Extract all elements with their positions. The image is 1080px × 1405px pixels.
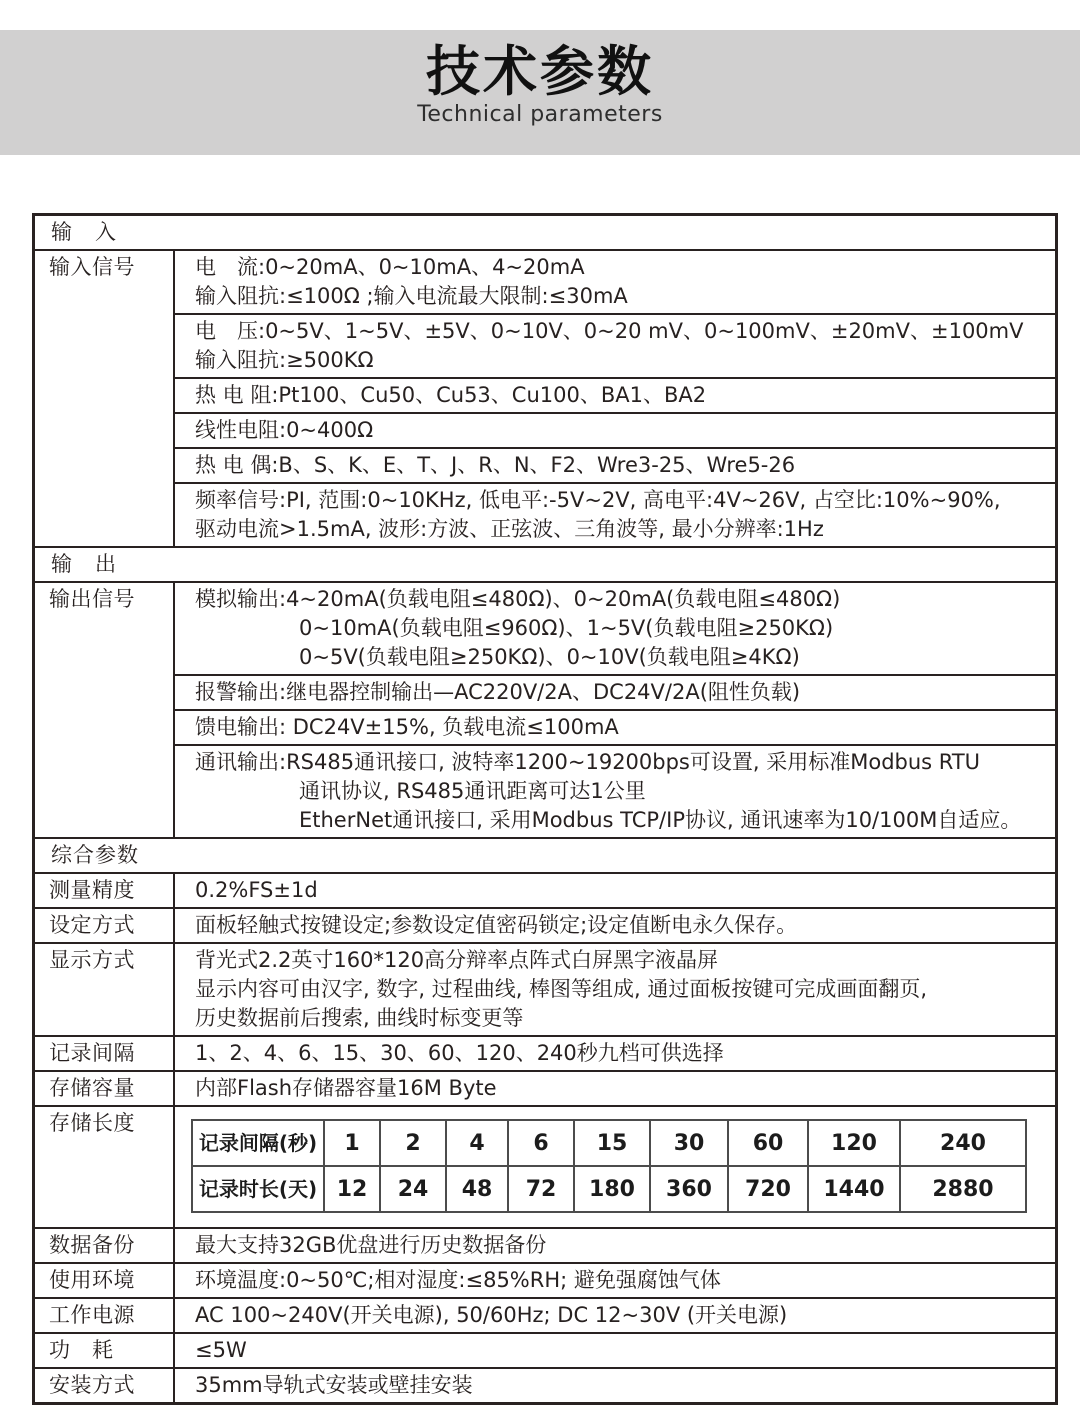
row-label-output-signal: 输出信号: [35, 583, 175, 837]
output-signal-content: [175, 583, 1055, 837]
row-record-interval: [35, 1035, 1055, 1070]
subrow-voltage: [175, 313, 1055, 377]
linear-resistance-line: 线性电阻:0~400Ω: [195, 418, 374, 442]
power-consumption-value: ≤5W: [195, 1338, 247, 1362]
page-title: 技术参数: [426, 40, 654, 103]
storage-interval-row: [192, 1120, 1026, 1166]
subrow-alarm-output: [175, 674, 1055, 709]
storage-length-label: 存储长度: [35, 1107, 175, 1227]
storage-cell: 2: [380, 1120, 446, 1166]
alarm-output-line: 报警输出:继电器控制输出—AC220V/2A、DC24V/2A(阻性负载): [195, 680, 801, 704]
analog-output-line-2: 0~10mA(负载电阻≤960Ω)、1~5V(负载电阻≥250KΩ): [299, 616, 834, 640]
subrow-analog-output: [175, 583, 1055, 674]
accuracy-value: 0.2%FS±1d: [195, 878, 318, 902]
storage-cell: 4: [446, 1120, 508, 1166]
row-power-supply: [35, 1297, 1055, 1332]
current-line-1: 电 流:0~20mA、0~10mA、4~20mA: [195, 255, 585, 279]
storage-cell: 180: [574, 1166, 650, 1212]
installation-label: 安装方式: [35, 1369, 175, 1402]
row-storage-length: [35, 1105, 1055, 1227]
spec-table: [32, 213, 1058, 1405]
storage-cell: 15: [574, 1120, 650, 1166]
row-data-backup: [35, 1227, 1055, 1262]
setting-method-value: 面板轻触式按键设定;参数设定值密码锁定;设定值断电永久保存。: [195, 913, 798, 937]
record-interval-value: 1、2、4、6、15、30、60、120、240秒九档可供选择: [195, 1041, 724, 1065]
environment-value: 环境温度:0~50℃;相对湿度:≤85%RH; 避免强腐蚀气体: [195, 1268, 721, 1292]
storage-cell: 48: [446, 1166, 508, 1212]
storage-cell: 60: [728, 1120, 808, 1166]
input-signal-content: [175, 251, 1055, 546]
analog-output-line-3: 0~5V(负载电阻≥250KΩ)、0~10V(负载电阻≥4KΩ): [299, 645, 800, 669]
comm-output-line-2: 通讯协议, RS485通讯距离可达1公里: [299, 779, 646, 803]
power-supply-value: AC 100~240V(开关电源), 50/60Hz; DC 12~30V (开关电源): [195, 1303, 788, 1327]
voltage-line-2: 输入阻抗:≥500KΩ: [195, 348, 374, 372]
feed-output-line: 馈电输出: DC24V±15%, 负载电流≤100mA: [195, 715, 619, 739]
row-environment: [35, 1262, 1055, 1297]
storage-length-table: [191, 1119, 1027, 1213]
section-output: 输 出: [35, 546, 1055, 581]
page-subtitle: Technical parameters: [417, 102, 663, 127]
storage-capacity-label: 存储容量: [35, 1072, 175, 1105]
row-display-method: [35, 942, 1055, 1035]
storage-cell: 120: [808, 1120, 900, 1166]
storage-duration-row: [192, 1166, 1026, 1212]
row-storage-capacity: [35, 1070, 1055, 1105]
setting-method-label: 设定方式: [35, 909, 175, 942]
row-setting-method: [35, 907, 1055, 942]
storage-cell: 30: [650, 1120, 728, 1166]
storage-cell: 12: [324, 1166, 380, 1212]
row-label-input-signal: 输入信号: [35, 251, 175, 546]
storage-cell: 720: [728, 1166, 808, 1212]
storage-interval-header: 记录间隔(秒): [192, 1120, 324, 1166]
subrow-current: [175, 251, 1055, 313]
voltage-line-1: 电 压:0~5V、1~5V、±5V、0~10V、0~20 mV、0~100mV、±20mV、±100mV: [195, 319, 1024, 343]
storage-cell: 72: [508, 1166, 574, 1212]
current-line-2: 输入阻抗:≤100Ω ;输入电流最大限制:≤30mA: [195, 284, 628, 308]
storage-cell: 1440: [808, 1166, 900, 1212]
rtd-line: 热 电 阻:Pt100、Cu50、Cu53、Cu100、BA1、BA2: [195, 383, 707, 407]
group-input-signal: [35, 249, 1055, 546]
comm-output-line-1: 通讯输出:RS485通讯接口, 波特率1200~19200bps可设置, 采用标准Modbus RTU: [195, 750, 981, 774]
subrow-rtd: [175, 377, 1055, 412]
group-output-signal: [35, 581, 1055, 837]
storage-duration-header: 记录时长(天): [192, 1166, 324, 1212]
power-consumption-label: 功 耗: [35, 1334, 175, 1367]
frequency-line-1: 频率信号:PI, 范围:0~10KHz, 低电平:-5V~2V, 高电平:4V~26V, 占空比:10%~90%,: [195, 488, 1001, 512]
display-method-label: 显示方式: [35, 944, 175, 1035]
subrow-frequency: [175, 482, 1055, 546]
analog-output-line-1: 模拟输出:4~20mA(负载电阻≤480Ω)、0~20mA(负载电阻≤480Ω): [195, 587, 841, 611]
display-line-2: 显示内容可由汉字, 数字, 过程曲线, 棒图等组成, 通过面板按键可完成画面翻页,: [195, 977, 928, 1001]
subrow-comm-output: [175, 744, 1055, 837]
frequency-line-2: 驱动电流>1.5mA, 波形:方波、正弦波、三角波等, 最小分辨率:1Hz: [195, 517, 824, 541]
environment-label: 使用环境: [35, 1264, 175, 1297]
accuracy-label: 测量精度: [35, 874, 175, 907]
storage-capacity-value: 内部Flash存储器容量16M Byte: [195, 1076, 497, 1100]
title-banner: [0, 30, 1080, 155]
installation-value: 35mm导轨式安装或壁挂安装: [195, 1373, 473, 1397]
storage-cell: 360: [650, 1166, 728, 1212]
thermocouple-line: 热 电 偶:B、S、K、E、T、J、R、N、F2、Wre3-25、Wre5-26: [195, 453, 796, 477]
storage-cell: 6: [508, 1120, 574, 1166]
section-general-parameters: 综合参数: [35, 837, 1055, 872]
storage-cell: 2880: [900, 1166, 1026, 1212]
display-line-1: 背光式2.2英寸160*120高分辩率点阵式白屏黑字液晶屏: [195, 948, 719, 972]
subrow-thermocouple: [175, 447, 1055, 482]
subrow-feed-output: [175, 709, 1055, 744]
subrow-linear-resistance: [175, 412, 1055, 447]
storage-cell: 240: [900, 1120, 1026, 1166]
row-power-consumption: [35, 1332, 1055, 1367]
row-accuracy: [35, 872, 1055, 907]
row-installation: [35, 1367, 1055, 1402]
record-interval-label: 记录间隔: [35, 1037, 175, 1070]
data-backup-label: 数据备份: [35, 1229, 175, 1262]
display-line-3: 历史数据前后搜索, 曲线时标变更等: [195, 1006, 524, 1030]
data-backup-value: 最大支持32GB优盘进行历史数据备份: [195, 1233, 547, 1257]
storage-cell: 1: [324, 1120, 380, 1166]
section-input: 输 入: [51, 220, 117, 244]
storage-cell: 24: [380, 1166, 446, 1212]
comm-output-line-3: EtherNet通讯接口, 采用Modbus TCP/IP协议, 通讯速率为10/100M自适应。: [299, 808, 1022, 832]
power-supply-label: 工作电源: [35, 1299, 175, 1332]
